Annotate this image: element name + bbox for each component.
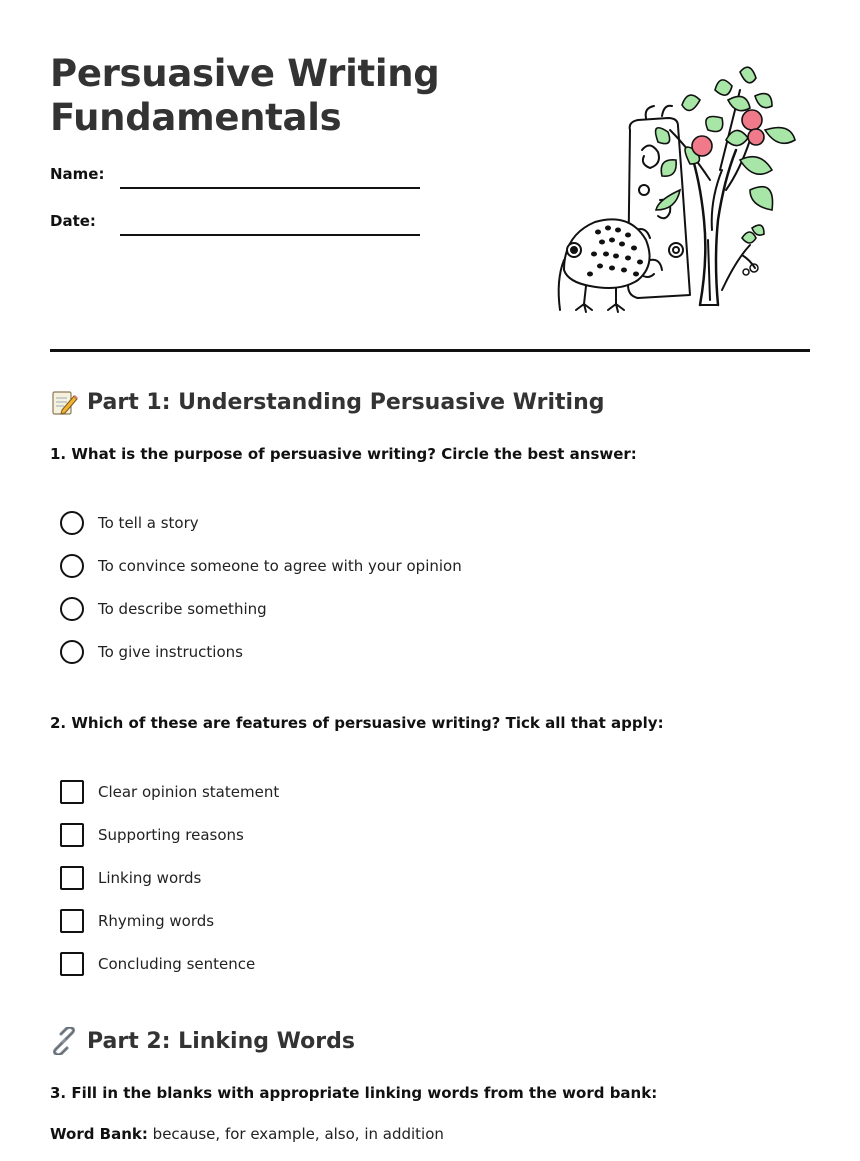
q1-option[interactable] (60, 640, 243, 664)
radio-circle[interactable] (60, 511, 84, 535)
radio-circle[interactable] (60, 554, 84, 578)
checkbox[interactable] (60, 909, 84, 933)
word-bank-values: because, for example, also, in addition (152, 1125, 444, 1143)
part1-heading (50, 388, 604, 416)
title-line-2: Fundamentals (50, 96, 342, 139)
q1-option[interactable] (60, 511, 199, 535)
part1-title: Part 1: Understanding Persuasive Writing (87, 389, 605, 415)
question-2: 2. Which of these are features of persuasive writing? Tick all that apply: (50, 714, 664, 732)
q2-option-label: Supporting reasons (98, 826, 244, 844)
q1-option-label: To tell a story (98, 514, 199, 532)
radio-circle[interactable] (60, 597, 84, 621)
q1-option-label: To give instructions (98, 643, 243, 661)
q2-option[interactable] (60, 823, 244, 847)
q2-option-label: Rhyming words (98, 912, 215, 930)
header-divider (50, 349, 810, 352)
q2-option-label: Concluding sentence (98, 955, 256, 973)
title-line-1: Persuasive Writing (50, 52, 440, 95)
kiwi-tree-illustration (550, 60, 805, 315)
q2-option-label: Clear opinion statement (98, 783, 280, 801)
q2-option[interactable] (60, 952, 255, 976)
date-label: Date: (50, 212, 96, 230)
name-label: Name: (50, 165, 105, 183)
memo-pencil-icon (50, 388, 78, 416)
word-bank-label: Word Bank: (50, 1125, 148, 1143)
question-3: 3. Fill in the blanks with appropriate linking words from the word bank: (50, 1084, 658, 1102)
name-field[interactable] (120, 187, 420, 189)
q1-option[interactable] (60, 554, 462, 578)
worksheet-title (50, 52, 439, 140)
q1-option-label: To convince someone to agree with your opinion (98, 557, 462, 575)
q2-option[interactable] (60, 866, 201, 890)
question-1: 1. What is the purpose of persuasive writing? Circle the best answer: (50, 445, 637, 463)
q1-option-label: To describe something (98, 600, 267, 618)
checkbox[interactable] (60, 866, 84, 890)
q2-option[interactable] (60, 780, 279, 804)
link-icon (50, 1027, 78, 1055)
word-bank (50, 1125, 444, 1143)
q2-option-label: Linking words (98, 869, 202, 887)
part2-heading (50, 1027, 355, 1055)
checkbox[interactable] (60, 952, 84, 976)
checkbox[interactable] (60, 823, 84, 847)
part2-title: Part 2: Linking Words (87, 1028, 355, 1054)
date-field[interactable] (120, 234, 420, 236)
radio-circle[interactable] (60, 640, 84, 664)
q2-option[interactable] (60, 909, 214, 933)
q1-option[interactable] (60, 597, 267, 621)
checkbox[interactable] (60, 780, 84, 804)
